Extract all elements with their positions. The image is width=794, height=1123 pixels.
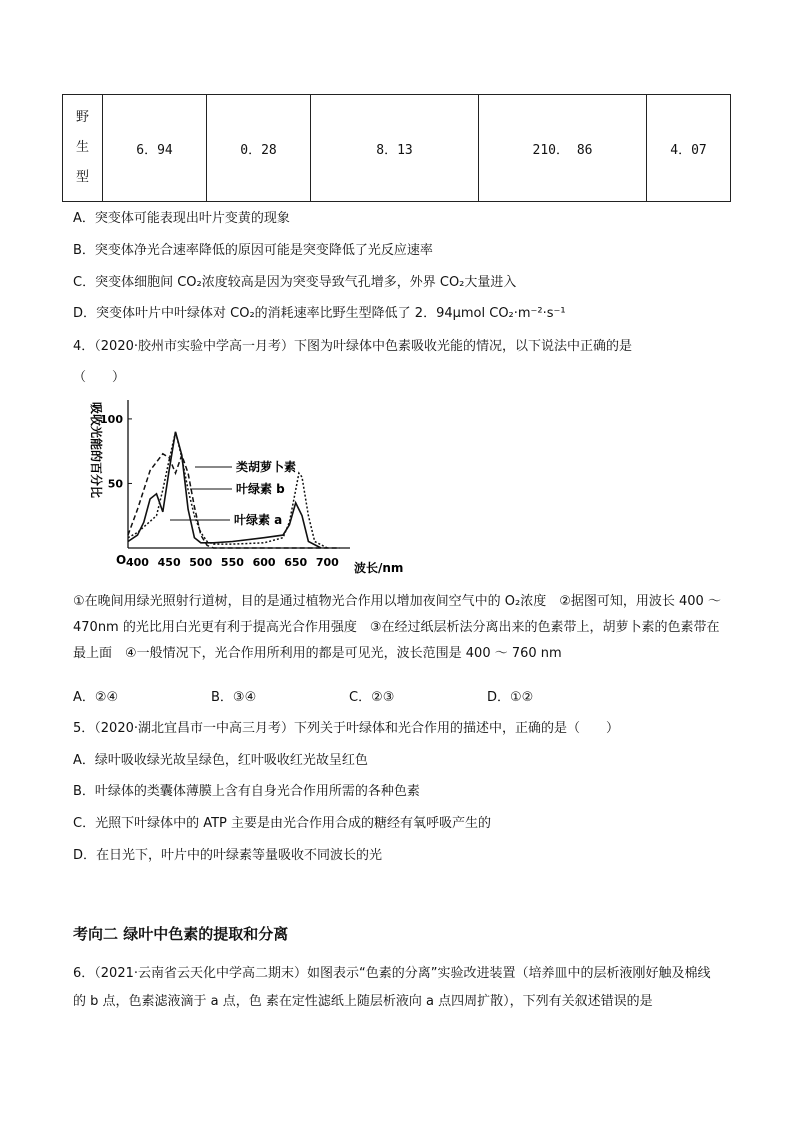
q5-stem: 5．（2020·湖北宜昌市一中高三月考）下列关于叶绿体和光合作用的描述中，正确的是（ ） <box>73 721 619 736</box>
q4-blank: （ ） <box>73 370 126 385</box>
q4-options <box>73 689 625 707</box>
table-cell: 0．28 <box>207 95 311 202</box>
table-row <box>63 95 731 202</box>
y-tick-label: 100 <box>100 412 123 426</box>
x-tick-label: 600 <box>252 556 276 569</box>
chart-series <box>128 432 340 548</box>
absorption-chart <box>70 392 430 582</box>
chart-ticks <box>100 413 339 569</box>
chart-xlabel: 波长/nm <box>354 561 404 575</box>
data-table <box>62 94 731 202</box>
q5-option-b: B．叶绿体的类囊体薄膜上含有自身光合作用所需的各种色素 <box>73 784 420 799</box>
x-tick-label: 400 <box>126 556 149 569</box>
table-cell: 4．07 <box>647 95 731 202</box>
q4-stem: 4．（2020·胶州市实验中学高一月考）下图为叶绿体中色素吸收光能的情况，以下说法中正确的是 <box>73 339 632 354</box>
x-tick-label: 700 <box>315 556 339 569</box>
q5-option-c: C．光照下叶绿体中的 ATP 主要是由光合作用合成的糖经有氧呼吸产生的 <box>73 816 492 831</box>
q6-stem: 6．（2021·云南省云天化中学高二期末）如图表示“色素的分离”实验改进装置（培养皿中的层析液刚好触及棉线的 b 点，色素滤液滴于 a 点，色 素在定性滤纸上随层析液向 a 点四周扩散），下列有关叙述错误的是 <box>73 966 711 1009</box>
row-header-char: 生 <box>75 140 89 155</box>
section-title: 考向二 绿叶中色素的提取和分离 <box>73 925 289 943</box>
q3-option-c: C．突变体细胞间 CO₂浓度较高是因为突变导致气孔增多，外界 CO₂大量进入 <box>73 275 517 290</box>
row-header-char: 野 <box>75 110 89 125</box>
legend-label: 类胡萝卜素 <box>236 460 297 474</box>
series-line-2 <box>128 432 327 548</box>
table-cell: 6．94 <box>103 95 207 202</box>
x-tick-label: 550 <box>220 556 244 569</box>
chart-origin-label: O <box>116 553 127 567</box>
legend-label: 叶绿素 b <box>236 482 285 496</box>
q4-statements: ①在晚间用绿光照射行道树，目的是通过植物光合作用以增加夜间空气中的 O₂浓度 ②据图可知，用波长 400 ～ 470nm 的光比用白光更有利于提高光合作用强度 ③在经过纸层析法分离出来的色素带上，胡萝卜素的色素带在最上面 ④一般情况下，光合作用所利用的都是可见光，波长范围是 400 ～ 760 nm <box>73 594 721 661</box>
row-header-cell <box>63 95 103 202</box>
x-tick-label: 650 <box>284 556 308 569</box>
q3-option-b: B．突变体净光合速率降低的原因可能是突变降低了光反应速率 <box>73 243 433 258</box>
x-tick-label: 450 <box>157 556 181 569</box>
q4-option-c: C．②③ <box>349 690 395 705</box>
table-cell: 210． 86 <box>479 95 647 202</box>
x-tick-label: 500 <box>189 556 213 569</box>
q3-option-a: A．突变体可能表现出叶片变黄的现象 <box>73 211 290 226</box>
q4-option-b: B．③④ <box>211 690 257 705</box>
y-tick-label: 50 <box>107 477 123 491</box>
table-cell: 8．13 <box>311 95 479 202</box>
chart-ylabel: 吸收光能的百分比 <box>89 402 103 499</box>
q3-option-d: D．突变体叶片中叶绿体对 CO₂的消耗速率比野生型降低了 2．94μmol CO₂·m⁻²·s⁻¹ <box>73 306 566 321</box>
series-line-3 <box>128 432 321 548</box>
q4-option-a: A．②④ <box>73 690 119 705</box>
q5-option-d: D．在日光下，叶片中的叶绿素等量吸收不同波长的光 <box>73 848 383 863</box>
row-header-char: 型 <box>75 170 89 185</box>
legend-label: 叶绿素 a <box>234 513 283 527</box>
q4-option-d: D．①② <box>487 690 534 705</box>
q5-option-a: A．绿叶吸收绿光故呈绿色，红叶吸收红光故呈红色 <box>73 753 368 768</box>
